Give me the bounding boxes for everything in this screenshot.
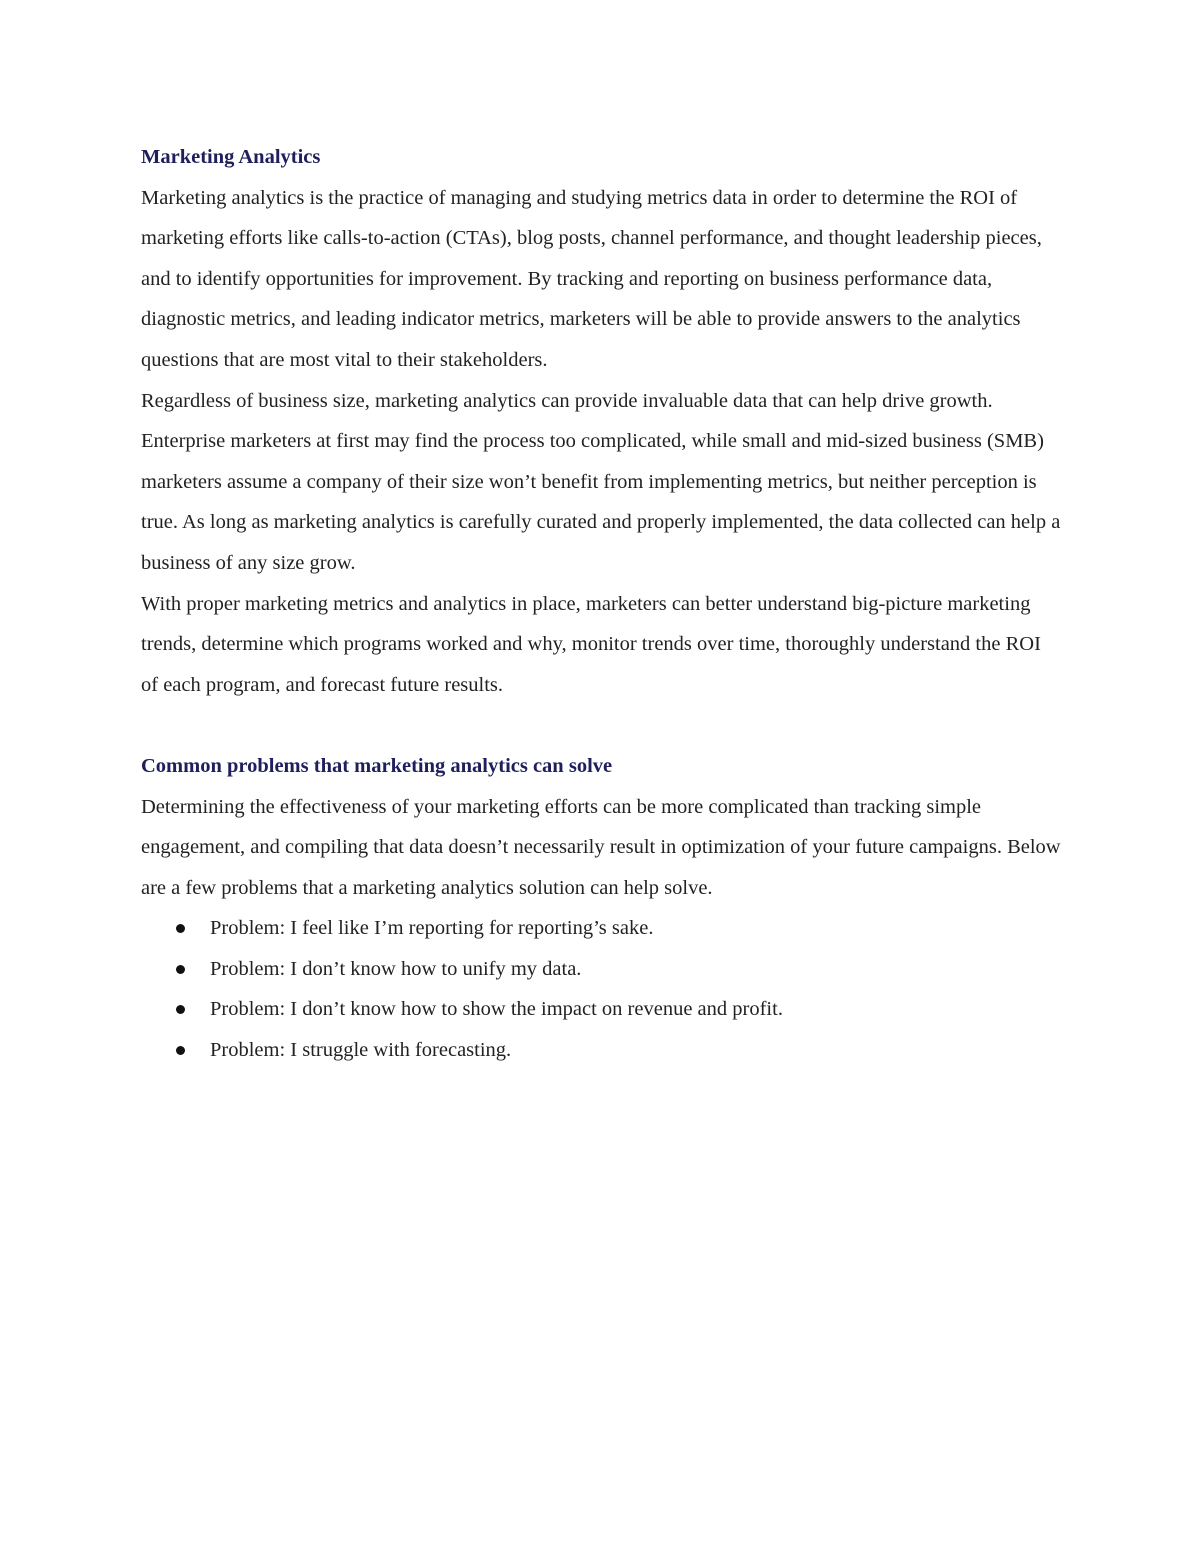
paragraph-benefits: With proper marketing metrics and analytics in place, marketers can better understand big-picture marketing trends, determine which programs worked and why, monitor trends over time, thoroughly understand the ROI of each program, and forecast future results. (141, 592, 1041, 696)
bullet-icon (176, 1046, 185, 1055)
bullet-icon (176, 1005, 185, 1014)
list-item-text: Problem: I don’t know how to show the impact on revenue and profit. (210, 998, 783, 1021)
list-item (141, 989, 1061, 1030)
paragraph-business-size: Regardless of business size, marketing analytics can provide invaluable data that can help drive growth. Enterprise marketers at first may find the process too complicated, while small and mid-sized business (SMB) marketers assume a company of their size won’t benefit from implementing metrics, but neither perception is true. As long as marketing analytics is carefully curated and properly implemented, the data collected can help a business of any size grow. (141, 389, 1061, 574)
bullet-icon (176, 924, 185, 933)
section-heading-marketing-analytics: Marketing Analytics (141, 146, 321, 168)
paragraph-problems-intro: Determining the effectiveness of your marketing efforts can be more complicated than tracking simple engagement, and compiling that data doesn’t necessarily result in optimization of your future campaigns. Below are a few problems that a marketing analytics solution can help solve. (141, 795, 1061, 899)
list-item-text: Problem: I feel like I’m reporting for reporting’s sake. (210, 917, 654, 940)
document-body (141, 137, 1061, 1071)
list-item (141, 949, 1061, 990)
list-item (141, 1030, 1061, 1071)
section-spacer (141, 705, 1061, 746)
list-item-text: Problem: I don’t know how to unify my data. (210, 957, 582, 980)
list-item-text: Problem: I struggle with forecasting. (210, 1039, 512, 1062)
section-heading-common-problems: Common problems that marketing analytics can solve (141, 754, 613, 777)
paragraph-definition: Marketing analytics is the practice of managing and studying metrics data in order to determine the ROI of marketing efforts like calls-to-action (CTAs), blog posts, channel performance, and thought leadership pieces, and to identify opportunities for improvement. By tracking and reporting on business performance data, diagnostic metrics, and leading indicator metrics, marketers will be able to provide answers to the analytics questions that are most vital to their stakeholders. (141, 186, 1042, 371)
problem-list (141, 908, 1061, 1070)
bullet-icon (176, 965, 185, 974)
list-item (141, 908, 1061, 949)
